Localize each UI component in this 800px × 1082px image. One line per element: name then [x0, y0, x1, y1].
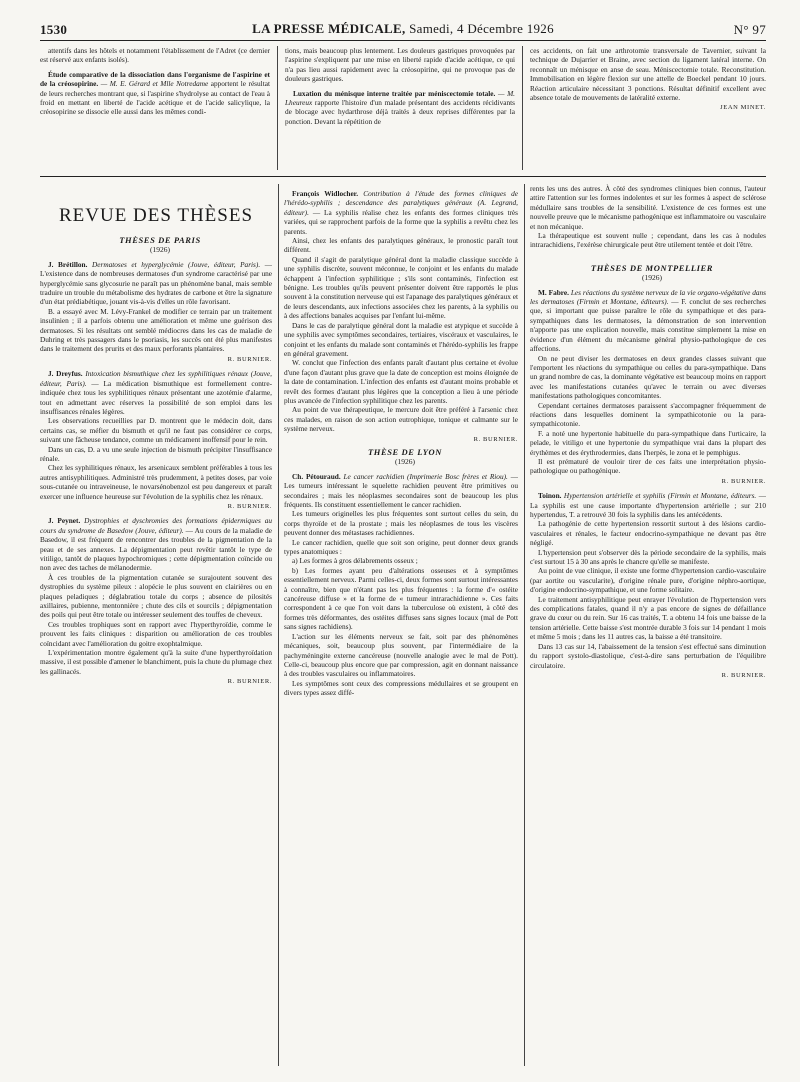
signature: R. BURNIER. — [721, 477, 766, 485]
entry-author: J. Brétillon. — [48, 259, 88, 269]
paragraph: La thérapeutique est souvent nulle ; cependant, dans les cas à nodules intrarachidiens, l'exérèse chirurgicale peut être utilement tentée et doit l'être. — [530, 231, 766, 250]
top-column-2 — [285, 46, 515, 170]
thesis-entry — [284, 472, 518, 510]
top-column-1 — [40, 46, 270, 170]
paragraph: Ces troubles trophiques sont en rapport avec l'hyperthyroïdie, comme le prouvent les faits cliniques : disparition ou amélioration de ces troubles coïncidant avec l'amélioration du goitre exophtalmique. — [40, 619, 272, 648]
entry-title: Intoxication bismuthique chez les syphilitiques rénaux — [82, 369, 249, 379]
signature: R. BURNIER. — [227, 678, 272, 686]
column-rule — [277, 46, 278, 170]
section-heading: THÈSES DE MONTPELLIER — [590, 262, 714, 273]
paragraph: Dans un cas, D. a vu une seule injection de bismuth précipiter l'insuffisance rénale. — [40, 444, 272, 463]
paragraph: Au point de vue thérapeutique, le mercure doit être préféré à l'arsenic chez ces malades, en raison de son action eutrophique, tonique et calmante sur le système nerveux. — [284, 405, 518, 434]
paragraph: Dans le cas de paralytique général dont la maladie est atypique et succède à une syphilis avec symptômes secondaires, tertiaires, viscéraux et vasculaires, le conjoint et les enfants du malade sont contaminés et l'hérédo-syphilis les frappe en général gravement. — [284, 320, 518, 358]
paragraph: Le cancer rachidien, quelle que soit son origine, peut donner deux grands types anatomiques : — [284, 537, 518, 557]
entry-title: Le cancer rachidien — [340, 471, 405, 481]
entry-publisher: (Firmin et Montane, éditeurs. — [665, 491, 757, 501]
section-year: (1926) — [642, 273, 662, 283]
paragraph: Les symptômes sont ceux des compressions médullaires et se groupent en divers types assez diffé- — [284, 678, 518, 698]
spacer — [530, 250, 766, 264]
entry-text: — La médication bismuthique est formellement contre-indiquée chez tous les syphilitiques rénaux présentant une azotémie d'alarme, tout en admettant avec réserves la possibilité de son emploi dans les insuffisances rénales légères. — [40, 378, 272, 416]
paragraph: L'action sur les éléments nerveux se fait, soit par des phénomènes mécaniques, soit, beaucoup plus souvent, par l'intermédiaire de la pachyméningite externe cancéreuse (nouvelle analogie avec le mal de Pott). Celle-ci, beaucoup plus encore que par compression, agit en donnant naissance à des troubles vasculaires ou inflammatoires. — [284, 631, 518, 679]
section-heading: THÈSE DE LYON — [367, 446, 443, 457]
entry-title: Dermatoses et hyperglycémie — [87, 259, 184, 269]
entry-title: Les réactions du système nerveux de la vie organo-végétative dans les dermatoses — [530, 287, 766, 307]
paragraph: F. a noté une hypertonie habituelle du para-sympathique dans l'urticaire, la pelade, le vitiligo et une hypertonie du sympathique vrai dans la plupart des érythèmes et des érythrodermies, dans l'herpès, le zona et le pemphigus. — [530, 428, 766, 457]
top-column-3 — [530, 46, 766, 170]
entry-publisher: (Jouve, éditeur, Paris). — [40, 369, 272, 388]
paragraph: À ces troubles de la pigmentation cutanée se surajoutent souvent des dystrophies du système pileux : alopécie le plus souvent en clairières ou en plaques peladiques ; déglabratiou totale du corps ; absence de pilosités axillaires, pubienne, mentonnière ; chute des cils et sourcils ; dépigmentation des poils qui peut être totale ou intéresser seulement des touffes de cheveux. — [40, 572, 272, 620]
paragraph: Quand il s'agit de paralytique général dont la maladie classique succède à une syphilis discrète, souvent méconnue, le conjoint et les enfants du malade échappent à l'infection syphilitique ; s'ils sont contaminés, l'infection est bénigne. Les troubles qu'ils peuvent présenter doivent être rapportés le plus souvent à la constitution nerveuse qui est l'apanage des paralytiques généraux et de leurs descendants, aux infections associées chez les parents, à la syphilis ou à des affections banales acquises par l'enfant lui-même. — [284, 254, 518, 321]
page-number: 1530 — [40, 22, 68, 37]
report-entry — [285, 89, 515, 127]
entry-text: — La syphilis réalise chez les enfants des formes cliniques très variées, qui se rapprochent parfois de la forme que la syphilis a revêtu chez les parents. — [284, 207, 518, 236]
column-rule — [522, 46, 523, 170]
column-2 — [284, 184, 518, 1066]
column-1 — [40, 236, 272, 1066]
entry-author: M. Fabre. — [538, 287, 569, 297]
section-heading: THÈSES DE PARIS — [119, 236, 201, 245]
paragraph: B. a essayé avec M. Lévy-Frankel de modifier ce terrain par un traitement insulinien ; il a parfois obtenu une amélioration et même une guérison des dermatoses. Si les résultats ont semblé médiocres dans les cas de maladie de Duhring et très passagers dans le psoriasis, les succès ont été plus manifestes dans le traitement des prurits et des maux perforants plantaires. — [40, 306, 272, 354]
entry-text: — F. conclut de ses recherches que, si important que puisse paraître le rôle du sympathique et des para-sympathiques dans les dermatoses, la démonstration de son intervention n'apporte pas une explication nouvelle, mais constitue simplement la mise en évidence d'un élément du mécanisme général physio-pathologique de ces affections. — [530, 297, 766, 354]
report-entry — [40, 70, 270, 117]
entry-publisher: (Imprimerie Bosc frères et Riou). — [404, 471, 508, 481]
signature: R. BURNIER. — [473, 435, 518, 443]
thesis-entry — [40, 516, 272, 572]
column-rule — [524, 184, 525, 1066]
report-text: apportent le résultat de leurs recherches montrant que, si l'aspirine s'hydrolyse au contact de l'eau à froid en mettant en liberté de l'acide acétique et de l'acide salicylique, la créosopirine se dissocie elle aussi dans les mêmes condi- — [40, 79, 270, 117]
column-rule — [278, 184, 279, 1066]
paragraph: b) Les formes ayant peu d'altérations osseuses et à symptômes essentiellement nerveux. Parmi celles-ci, deux formes sont surtout intéressantes à connaître, bien que n'étant pas les plus fréquentes : la forme d'« ostéite cancéreuse diffuse » et la forme de « tumeur intrarachidienne ». Ces faits correspondent à ce que l'on voit dans la tuberculose où existent, à côté des formes très déformantes, des ostéites diffuses sans signes locaux (mal de Pott sans signes rachidiens). — [284, 565, 518, 632]
entry-title: Dystrophies et dyschromies des formations épidermiques au cours du syndrome de Basedow — [40, 516, 272, 535]
entry-author: Ch. Pétouraud. — [292, 471, 341, 481]
paragraph: L'hypertension peut s'observer dès la période secondaire de la syphilis, mais c'est surtout 15 à 30 ans après le chancre qu'elle se manifeste. — [530, 547, 766, 567]
section-year: (1926) — [150, 245, 170, 255]
column-3 — [530, 184, 766, 1066]
paragraph: Il est prématuré de vouloir tirer de ces faits une interprétation physio-pathologique ou pathogénique. — [530, 456, 766, 476]
thesis-entry — [40, 260, 272, 307]
entry-publisher: (Jouve, éditeur, Paris). — [183, 259, 261, 269]
paragraph: tions, mais beaucoup plus lentement. Les douleurs gastriques provoquées par l'aspirine s'expliquent par une mise en liberté rapide d'acide acétique, ce qui n'a pas lieu aussi rapidement avec la créosopirine, qui ne provoque pas de douleurs gastriques. — [285, 46, 515, 84]
paragraph: Les observations recueillies par D. montrent que le médecin doit, dans certains cas, se méfier du bismuth et qu'il ne faut pas considérer ce corps, suivant une fâcheuse tendance, comme un médicament inoffensif pour le rein. — [40, 416, 272, 445]
entry-author: J. Dreyfus. — [48, 369, 83, 379]
paragraph: Chez les syphilitiques rénaux, les arsenicaux semblent préférables à tous les autres antisyphilitiques. Administré très prudemment, à petites doses, par voie sous-cutanée ou intraveineuse, le novarsénobenzol est peu dangereux et paraît exercer une influence heureuse sur l'évolution de la syphilis chez les rénaux. — [40, 463, 272, 501]
entry-publisher: (Firmin et Montane, éditeurs). — [574, 297, 669, 307]
entry-author: J. Peynet. — [48, 516, 81, 526]
paragraph: On ne peut diviser les dermatoses en deux grandes classes suivant que l'emportent les réactions du sympathique ou celles du para-sympathique. Dans un grand nombre de cas, la dominante végétative est beaucoup moins en rapport avec les manifestations cutanées qu'avec le terrain ou avec diverses manifestations pathologiques concomitantes. — [530, 353, 766, 401]
paragraph: Le traitement antisyphilitique peut enrayer l'évolution de l'hypertension vers des complications fatales, quand il n'y a pas encore de signes de défaillance grave du cœur ou du rein. Sur 16 cas traités, T. a obtenu 14 fois une baisse de la tension artérielle. Cette baisse s'est montrée durable 3 fois sur 14 pendant 1 mois et même 5 mois ; dans les 11 autres cas, la baisse a été transitoire. — [530, 594, 766, 642]
paragraph: rents les uns des autres. À côté des syndromes cliniques bien connus, l'auteur attire l'attention sur les formes indolentes et sur les formes à aspect de sclérose médullaire sans troubles de la sensibilité. L'existence de ces formes est une nouvelle preuve que le mécanisme pathogénique est inflammatoire ou vasculaire et non mécanique. — [530, 184, 766, 231]
section-divider — [40, 176, 766, 177]
paragraph: Ainsi, chez les enfants des paralytiques généraux, le pronostic paraît tout différent. — [284, 236, 518, 255]
paragraph: La pathogénie de cette hypertension ressortit surtout à des lésions cardio-vasculaires et rénales, le facteur endocrino-sympathique ne devant pas être négligé. — [530, 519, 766, 548]
signature: R. BURNIER. — [227, 355, 272, 363]
section-title: REVUE DES THÈSES — [58, 205, 254, 226]
entry-author: Toinon. — [538, 491, 562, 501]
thesis-entry — [40, 369, 272, 416]
report-authors: — M. E. Gérard et Mlle Notredame — [98, 79, 209, 89]
thesis-entry — [284, 189, 518, 236]
paragraph: ces accidents, on fait une arthrotomie transversale de Tavernier, suivant la technique de Dujarrier et Braine, avec section du ligament latéral interne. On reconnaît un ménisque en anse de seau. Méniscectomie totale. Reconstitution. Immobilisation en légère flexion sur une attelle de Boeckel pendant 10 jours. Réaction articulaire nécessitant 3 ponctions. Résultat définitif excellent avec absence totale de mouvements de latéralité externe. — [530, 46, 766, 103]
issue-number: N° 97 — [733, 22, 766, 37]
paragraph: L'expérimentation montre également qu'à la suite d'une hyperthyroïdation massive, il est possible d'amener le blanchiment, puis la chute du plumage chez les gallinacés. — [40, 648, 272, 676]
running-title — [40, 21, 766, 37]
entry-text: — Au cours de la maladie de Basedow, il est fréquent de rencontrer des troubles de la pigmentation de la peau et de ses annexes. La dépigmentation peut revêtir tantôt le type de vitiligo, tantôt de plaques hypochromiques ; cette dépigmentation coïncide ou non avec des taches de mélanodermie. — [40, 525, 272, 573]
signature: JEAN MINET. — [720, 104, 766, 112]
signature: R. BURNIER. — [721, 671, 766, 679]
entry-text: — La syphilis est une cause importante d'hypertension artérielle ; sur 210 hypertendus, T. a retrouvé 30 fois la syphilis dans les antécédents. — [530, 491, 766, 519]
paragraph: attentifs dans les hôtels et notamment l'établissement de l'Adret (ce dernier est réservé aux enfants isolés). — [40, 46, 270, 65]
entry-publisher: (A. Legrand, éditeur). — [284, 198, 518, 217]
paragraph: Cependant certaines dermatoses paraissent s'accompagner fréquemment de réactions dans lesquelles dominent la sympathicotonie ou la para-sympathicotonie. — [530, 400, 766, 429]
thesis-entry — [530, 491, 766, 519]
issue-date: Samedi, 4 Décembre 1926 — [409, 21, 554, 36]
entry-text: — Les tumeurs intéressant le squelette rachidien peuvent être primitives ou secondaires ; mais les néoplasmes secondaires sont de beaucoup les plus fréquents. Ils constituent essentiellement le cancer rachidien. — [284, 471, 518, 509]
entry-title: Hypertension artérielle et syphilis — [561, 491, 666, 501]
paragraph: a) Les formes à gros délabrements osseux ; — [292, 556, 418, 566]
paragraph: Au point de vue clinique, il existe une forme d'hypertension cardio-vasculaire (par aortite ou vascularite), d'origine rénale pure, d'origine néphro-aortique, d'origine endocrino-sympathique, et une forme solitaire. — [530, 566, 766, 595]
entry-title: Contribution à l'étude des formes cliniques de l'hérédo-syphilis ; descendance des paralytiques généraux — [284, 189, 518, 208]
thesis-entry — [530, 288, 766, 354]
section-year: (1926) — [395, 457, 415, 467]
entry-text: — L'existence dans de nombreuses dermatoses d'un syndrome caractérisé par une hyperglycémie sans glycosurie ne paraît pas un phénomène banal, mais semble traduire un trouble du métabolisme des hydrates de carbone et être la signature d'un état prédiabétique, jouant vis-à-vis d'elles un rôle favorisant. — [40, 259, 272, 307]
report-title: Étude comparative de la dissociation dans l'organisme de l'aspirine et de la créosopirine. — [40, 69, 270, 89]
page-header — [40, 20, 766, 41]
report-text: rapporte l'histoire d'un malade présentant des accidents récidivants de blocage avec hydarthrose déjà traités à deux reprises différentes par la ponction. Devant la répétition de — [285, 98, 515, 126]
paragraph: Dans 13 cas sur 14, l'abaissement de la tension s'est effectué sans diminution du rapport systolo-diastolique, c'est-à-dire sans perturbation de l'équilibre circulatoire. — [530, 641, 766, 670]
entry-publisher: (Jouve, éditeur). — [133, 525, 184, 535]
entry-author: François Widlocher. — [292, 189, 359, 198]
paragraph: Les tumeurs originelles les plus fréquentes sont surtout celles du sein, du corps thyroïde et de la prostate ; mais les néoplasmes de tous les viscères peuvent donner des métastases rachidiennes. — [284, 509, 518, 538]
report-title: Luxation du ménisque interne traitée par méniscectomie totale. — [293, 88, 496, 98]
journal-name: LA PRESSE MÉDICALE, — [252, 21, 406, 36]
signature: R. BURNIER. — [227, 502, 272, 510]
report-authors: — M. Lheureux — [285, 88, 515, 108]
paragraph: W. conclut que l'infection des enfants paraît d'autant plus certaine et évolue d'une façon d'autant plus grave que la date de conception est moins éloignée de la date de contamination. L'infection des enfants est d'autant moins probable et revêt des formes d'autant plus légères que la conception a lieu à une période plus avancée de l'infection syphilitique chez les parents. — [284, 358, 518, 405]
